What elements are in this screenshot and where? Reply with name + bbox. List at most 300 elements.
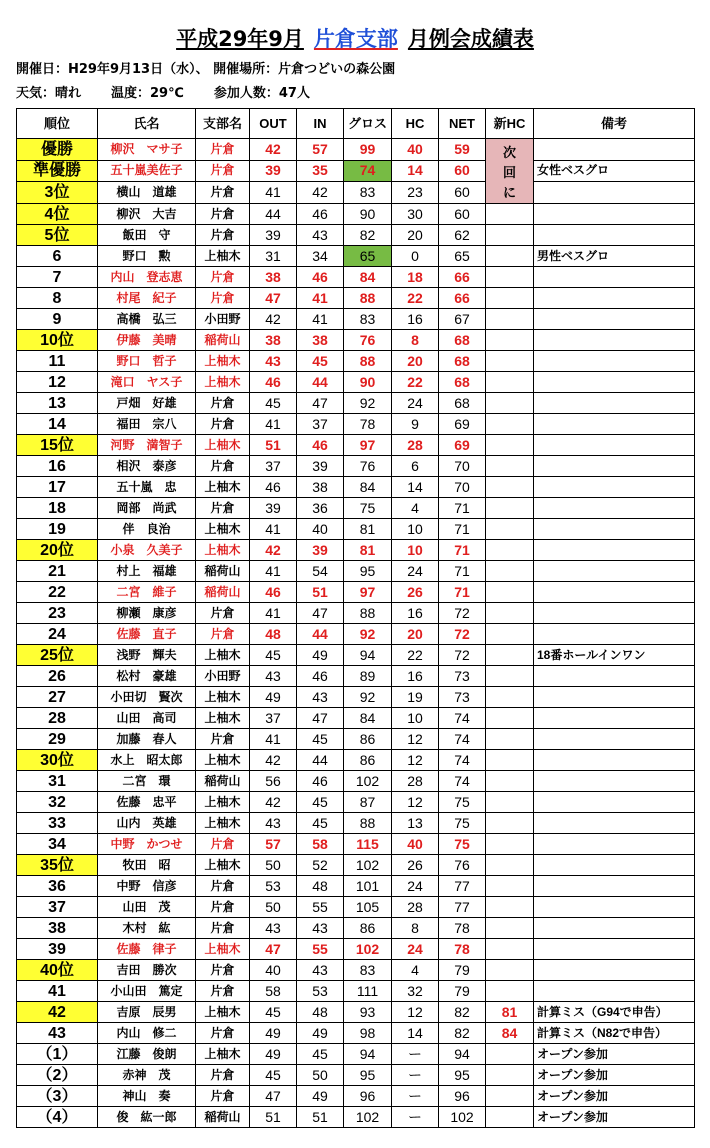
gross-cell: 89 — [344, 666, 392, 687]
in-cell: 45 — [297, 792, 344, 813]
rank-cell: 39 — [17, 939, 98, 960]
net-cell: 60 — [439, 182, 486, 204]
name-cell: 松村 豪雄 — [98, 666, 196, 687]
note-cell — [534, 139, 695, 161]
name-cell: 中野 信彦 — [98, 876, 196, 897]
newhc-cell — [486, 645, 534, 666]
table-row — [17, 477, 695, 498]
branch-cell: 片倉 — [196, 414, 250, 435]
note-cell: オープン参加 — [534, 1086, 695, 1107]
table-row — [17, 561, 695, 582]
branch-cell: 上柚木 — [196, 687, 250, 708]
gross-cell: 99 — [344, 139, 392, 161]
net-cell: 78 — [439, 939, 486, 960]
hc-cell: 28 — [392, 771, 439, 792]
hc-cell: 8 — [392, 918, 439, 939]
out-cell: 37 — [250, 708, 297, 729]
net-cell: 68 — [439, 372, 486, 393]
branch-cell: 片倉 — [196, 456, 250, 477]
branch-cell: 上柚木 — [196, 1002, 250, 1023]
gross-cell: 94 — [344, 1044, 392, 1065]
net-cell: 72 — [439, 624, 486, 645]
name-cell: 佐藤 直子 — [98, 624, 196, 645]
branch-cell: 片倉 — [196, 624, 250, 645]
name-cell: 浅野 輝夫 — [98, 645, 196, 666]
out-cell: 41 — [250, 603, 297, 624]
table-row — [17, 309, 695, 330]
rank-cell: 28 — [17, 708, 98, 729]
note-cell — [534, 519, 695, 540]
note-cell — [534, 414, 695, 435]
net-cell: 95 — [439, 1065, 486, 1086]
note-cell — [534, 204, 695, 225]
gross-cell: 75 — [344, 498, 392, 519]
branch-cell: 上柚木 — [196, 645, 250, 666]
newhc-cell — [486, 1107, 534, 1128]
in-cell: 34 — [297, 246, 344, 267]
newhc-cell — [486, 1044, 534, 1065]
table-row — [17, 246, 695, 267]
results-table — [16, 108, 695, 1128]
table-row — [17, 182, 695, 204]
newhc-cell — [486, 918, 534, 939]
out-cell: 46 — [250, 582, 297, 603]
hc-cell: 22 — [392, 372, 439, 393]
in-cell: 44 — [297, 750, 344, 771]
table-row — [17, 687, 695, 708]
net-cell: 73 — [439, 666, 486, 687]
newhc-cell — [486, 267, 534, 288]
hc-cell: 22 — [392, 288, 439, 309]
rank-cell: 29 — [17, 729, 98, 750]
newhc-cell — [486, 435, 534, 456]
table-row — [17, 1023, 695, 1044]
table-row — [17, 855, 695, 876]
net-cell: 75 — [439, 834, 486, 855]
out-cell: 43 — [250, 666, 297, 687]
rank-cell: 40位 — [17, 960, 98, 981]
out-cell: 38 — [250, 330, 297, 351]
branch-cell: 片倉 — [196, 834, 250, 855]
branch-cell: 稲荷山 — [196, 561, 250, 582]
table-row — [17, 393, 695, 414]
hc-cell: 12 — [392, 729, 439, 750]
gross-cell: 95 — [344, 561, 392, 582]
net-cell: 69 — [439, 435, 486, 456]
gross-cell: 81 — [344, 540, 392, 561]
out-cell: 57 — [250, 834, 297, 855]
rank-cell: 23 — [17, 603, 98, 624]
branch-cell: 片倉 — [196, 160, 250, 182]
branch-cell: 片倉 — [196, 960, 250, 981]
table-row — [17, 267, 695, 288]
out-cell: 53 — [250, 876, 297, 897]
in-cell: 44 — [297, 624, 344, 645]
name-cell: 五十嵐 忠 — [98, 477, 196, 498]
out-cell: 56 — [250, 771, 297, 792]
net-cell: 94 — [439, 1044, 486, 1065]
newhc-cell — [486, 981, 534, 1002]
in-cell: 45 — [297, 813, 344, 834]
hc-cell: 16 — [392, 309, 439, 330]
col-in: IN — [297, 109, 344, 139]
name-cell: 中野 かつせ — [98, 834, 196, 855]
branch-cell: 片倉 — [196, 1086, 250, 1107]
net-cell: 77 — [439, 897, 486, 918]
newhc-cell — [486, 498, 534, 519]
branch-cell: 上柚木 — [196, 939, 250, 960]
branch-cell: 上柚木 — [196, 372, 250, 393]
gross-cell: 105 — [344, 897, 392, 918]
out-cell: 45 — [250, 1065, 297, 1086]
note-cell — [534, 540, 695, 561]
in-cell: 39 — [297, 456, 344, 477]
rank-cell: 41 — [17, 981, 98, 1002]
gross-cell: 78 — [344, 414, 392, 435]
hc-cell: 40 — [392, 139, 439, 161]
hc-cell: 0 — [392, 246, 439, 267]
branch-cell: 上柚木 — [196, 750, 250, 771]
name-cell: 野口 勲 — [98, 246, 196, 267]
rank-cell: 15位 — [17, 435, 98, 456]
table-row — [17, 1044, 695, 1065]
table-row — [17, 729, 695, 750]
gross-cell: 92 — [344, 393, 392, 414]
name-cell: 山田 茂 — [98, 897, 196, 918]
note-cell: オープン参加 — [534, 1044, 695, 1065]
col-rank: 順位 — [17, 109, 98, 139]
name-cell: 柳沢 大吉 — [98, 204, 196, 225]
hc-cell: 40 — [392, 834, 439, 855]
net-cell: 70 — [439, 477, 486, 498]
hc-cell: 8 — [392, 330, 439, 351]
table-row — [17, 876, 695, 897]
net-cell: 74 — [439, 771, 486, 792]
net-cell: 72 — [439, 603, 486, 624]
gross-cell: 98 — [344, 1023, 392, 1044]
net-cell: 71 — [439, 540, 486, 561]
rank-cell: 13 — [17, 393, 98, 414]
rank-cell: 34 — [17, 834, 98, 855]
rank-cell: 19 — [17, 519, 98, 540]
newhc-cell — [486, 414, 534, 435]
note-cell: 計算ミス（N82で申告） — [534, 1023, 695, 1044]
note-cell: 女性ベスグロ — [534, 160, 695, 182]
out-cell: 42 — [250, 139, 297, 161]
gross-cell: 93 — [344, 1002, 392, 1023]
in-cell: 37 — [297, 414, 344, 435]
rank-cell: （4） — [17, 1107, 98, 1128]
in-cell: 43 — [297, 918, 344, 939]
branch-cell: 片倉 — [196, 981, 250, 1002]
net-cell: 74 — [439, 729, 486, 750]
note-cell — [534, 855, 695, 876]
in-cell: 50 — [297, 1065, 344, 1086]
hc-cell: 32 — [392, 981, 439, 1002]
rank-cell: 30位 — [17, 750, 98, 771]
rank-cell: 優勝 — [17, 139, 98, 161]
table-row — [17, 939, 695, 960]
hc-cell: ー — [392, 1065, 439, 1086]
name-cell: 柳瀬 康彦 — [98, 603, 196, 624]
note-cell — [534, 771, 695, 792]
next-time-note: 次回に — [486, 139, 534, 204]
name-cell: 村上 福雄 — [98, 561, 196, 582]
gross-cell: 74 — [344, 160, 392, 182]
col-newhc: 新HC — [486, 109, 534, 139]
newhc-cell — [486, 519, 534, 540]
branch-cell: 稲荷山 — [196, 1107, 250, 1128]
net-cell: 79 — [439, 960, 486, 981]
note-cell — [534, 897, 695, 918]
net-cell: 69 — [439, 414, 486, 435]
branch-cell: 小田野 — [196, 309, 250, 330]
branch-cell: 片倉 — [196, 139, 250, 161]
out-cell: 41 — [250, 414, 297, 435]
hc-cell: 9 — [392, 414, 439, 435]
hc-cell: 28 — [392, 897, 439, 918]
newhc-cell — [486, 792, 534, 813]
note-cell — [534, 666, 695, 687]
name-cell: 吉田 勝次 — [98, 960, 196, 981]
note-cell — [534, 477, 695, 498]
newhc-cell — [486, 813, 534, 834]
newhc-cell — [486, 687, 534, 708]
name-cell: 河野 満智子 — [98, 435, 196, 456]
hc-cell: 10 — [392, 708, 439, 729]
newhc-cell — [486, 561, 534, 582]
net-cell: 62 — [439, 225, 486, 246]
in-cell: 57 — [297, 139, 344, 161]
newhc-cell — [486, 624, 534, 645]
rank-cell: 4位 — [17, 204, 98, 225]
gross-cell: 88 — [344, 813, 392, 834]
out-cell: 43 — [250, 918, 297, 939]
rank-cell: 21 — [17, 561, 98, 582]
table-row — [17, 813, 695, 834]
branch-cell: 上柚木 — [196, 540, 250, 561]
newhc-cell — [486, 1086, 534, 1107]
in-cell: 51 — [297, 582, 344, 603]
branch-cell: 上柚木 — [196, 792, 250, 813]
net-cell: 65 — [439, 246, 486, 267]
newhc-cell — [486, 288, 534, 309]
net-cell: 79 — [439, 981, 486, 1002]
table-row — [17, 204, 695, 225]
branch-cell: 稲荷山 — [196, 582, 250, 603]
title-period: 平成29年9月 — [176, 27, 304, 51]
name-cell: 佐藤 忠平 — [98, 792, 196, 813]
gross-cell: 81 — [344, 519, 392, 540]
out-cell: 37 — [250, 456, 297, 477]
branch-cell: 片倉 — [196, 729, 250, 750]
note-cell — [534, 981, 695, 1002]
branch-cell: 片倉 — [196, 897, 250, 918]
rank-cell: 17 — [17, 477, 98, 498]
event-conditions — [16, 84, 340, 104]
name-cell: 小山田 篤定 — [98, 981, 196, 1002]
page-title — [0, 24, 710, 54]
table-row — [17, 498, 695, 519]
newhc-cell — [486, 582, 534, 603]
in-cell: 43 — [297, 225, 344, 246]
in-cell: 43 — [297, 687, 344, 708]
name-cell: 伊藤 美晴 — [98, 330, 196, 351]
rank-cell: 11 — [17, 351, 98, 372]
in-cell: 47 — [297, 603, 344, 624]
hc-cell: 12 — [392, 1002, 439, 1023]
table-row — [17, 750, 695, 771]
note-cell — [534, 813, 695, 834]
newhc-cell — [486, 855, 534, 876]
rank-cell: 42 — [17, 1002, 98, 1023]
note-cell — [534, 309, 695, 330]
in-cell: 58 — [297, 834, 344, 855]
hc-cell: 13 — [392, 813, 439, 834]
name-cell: 滝口 ヤス子 — [98, 372, 196, 393]
out-cell: 41 — [250, 182, 297, 204]
net-cell: 77 — [439, 876, 486, 897]
in-cell: 49 — [297, 1023, 344, 1044]
col-note: 備考 — [534, 109, 695, 139]
table-row — [17, 834, 695, 855]
name-cell: 佐藤 律子 — [98, 939, 196, 960]
name-cell: 村尾 紀子 — [98, 288, 196, 309]
newhc-cell — [486, 330, 534, 351]
rank-cell: 26 — [17, 666, 98, 687]
gross-cell: 88 — [344, 603, 392, 624]
rank-cell: 7 — [17, 267, 98, 288]
col-name: 氏名 — [98, 109, 196, 139]
col-hc: HC — [392, 109, 439, 139]
in-cell: 40 — [297, 519, 344, 540]
out-cell: 44 — [250, 204, 297, 225]
hc-cell: ー — [392, 1107, 439, 1128]
out-cell: 47 — [250, 939, 297, 960]
rank-cell: 18 — [17, 498, 98, 519]
title-branch: 片倉支部 — [313, 27, 398, 51]
name-cell: 江藤 俊朗 — [98, 1044, 196, 1065]
name-cell: 柳沢 マサ子 — [98, 139, 196, 161]
in-cell: 54 — [297, 561, 344, 582]
rank-cell: 37 — [17, 897, 98, 918]
in-cell: 46 — [297, 204, 344, 225]
net-cell: 76 — [439, 855, 486, 876]
in-cell: 51 — [297, 1107, 344, 1128]
in-cell: 52 — [297, 855, 344, 876]
name-cell: 野口 哲子 — [98, 351, 196, 372]
col-net: NET — [439, 109, 486, 139]
hc-cell: 28 — [392, 435, 439, 456]
gross-cell: 102 — [344, 939, 392, 960]
table-row — [17, 1086, 695, 1107]
rank-cell: 3位 — [17, 182, 98, 204]
hc-cell: 18 — [392, 267, 439, 288]
table-row — [17, 1002, 695, 1023]
hc-cell: 16 — [392, 603, 439, 624]
rank-cell: 36 — [17, 876, 98, 897]
in-cell: 48 — [297, 1002, 344, 1023]
newhc-cell — [486, 750, 534, 771]
in-cell: 47 — [297, 708, 344, 729]
gross-cell: 102 — [344, 855, 392, 876]
rank-cell: 35位 — [17, 855, 98, 876]
gross-cell: 87 — [344, 792, 392, 813]
note-cell: 男性ベスグロ — [534, 246, 695, 267]
rank-cell: 8 — [17, 288, 98, 309]
name-cell: 高橋 弘三 — [98, 309, 196, 330]
note-cell — [534, 918, 695, 939]
gross-cell: 115 — [344, 834, 392, 855]
in-cell: 45 — [297, 1044, 344, 1065]
note-cell — [534, 960, 695, 981]
out-cell: 42 — [250, 540, 297, 561]
table-header-row — [17, 109, 695, 139]
note-cell — [534, 435, 695, 456]
newhc-cell — [486, 372, 534, 393]
in-cell: 48 — [297, 876, 344, 897]
note-cell — [534, 288, 695, 309]
newhc-cell — [486, 708, 534, 729]
table-row — [17, 624, 695, 645]
table-row — [17, 645, 695, 666]
gross-cell: 83 — [344, 309, 392, 330]
gross-cell: 95 — [344, 1065, 392, 1086]
in-cell: 55 — [297, 897, 344, 918]
net-cell: 68 — [439, 330, 486, 351]
newhc-cell — [486, 540, 534, 561]
out-cell: 41 — [250, 519, 297, 540]
in-cell: 41 — [297, 309, 344, 330]
rank-cell: 9 — [17, 309, 98, 330]
event-info: 開催日：H29年9月13日（水）、 開催場所：片倉つどいの森公園 — [16, 62, 396, 77]
in-cell: 38 — [297, 330, 344, 351]
gross-cell: 84 — [344, 708, 392, 729]
table-row — [17, 1065, 695, 1086]
gross-cell: 84 — [344, 267, 392, 288]
out-cell: 39 — [250, 225, 297, 246]
name-cell: 五十嵐美佐子 — [98, 160, 196, 182]
rank-cell: 22 — [17, 582, 98, 603]
note-cell — [534, 498, 695, 519]
out-cell: 50 — [250, 855, 297, 876]
branch-cell: 上柚木 — [196, 708, 250, 729]
net-cell: 68 — [439, 351, 486, 372]
gross-cell: 97 — [344, 582, 392, 603]
table-row — [17, 160, 695, 182]
newhc-cell — [486, 939, 534, 960]
name-cell: 小泉 久美子 — [98, 540, 196, 561]
note-cell: オープン参加 — [534, 1065, 695, 1086]
hc-cell: 14 — [392, 160, 439, 182]
in-cell: 49 — [297, 1086, 344, 1107]
hc-cell: 20 — [392, 624, 439, 645]
note-cell — [534, 225, 695, 246]
net-cell: 72 — [439, 645, 486, 666]
branch-cell: 片倉 — [196, 182, 250, 204]
newhc-cell — [486, 456, 534, 477]
net-cell: 74 — [439, 708, 486, 729]
gross-cell: 76 — [344, 456, 392, 477]
table-row — [17, 435, 695, 456]
in-cell: 46 — [297, 771, 344, 792]
newhc-cell — [486, 876, 534, 897]
newhc-cell — [486, 834, 534, 855]
hc-cell: 24 — [392, 393, 439, 414]
name-cell: 神山 奏 — [98, 1086, 196, 1107]
in-cell: 45 — [297, 351, 344, 372]
table-row — [17, 330, 695, 351]
